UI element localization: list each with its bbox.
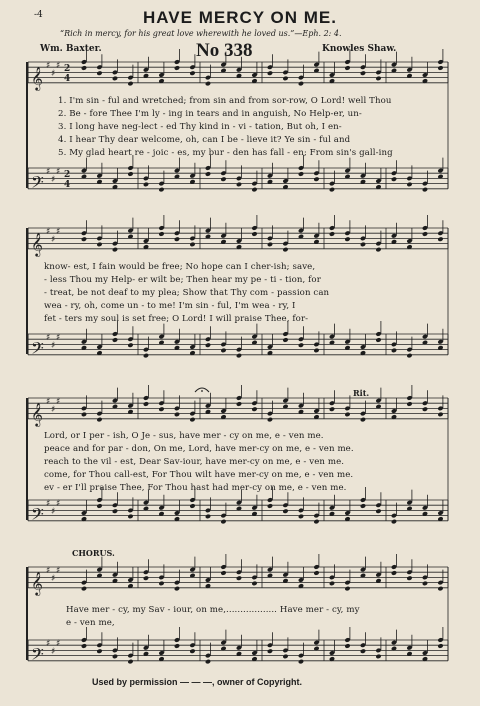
note-head	[189, 503, 195, 509]
sharp-icon: ♯	[56, 639, 61, 649]
note-head	[360, 503, 366, 509]
sharp-icon: ♯	[56, 333, 61, 343]
note-head	[251, 231, 257, 237]
lyrics-system-3	[44, 430, 354, 495]
sharp-icon: ♯	[51, 68, 56, 79]
verse-line: reach to the vil - est, Dear Sav-iour, have mer-cy on me, e - ven me.	[44, 457, 345, 467]
page-number: -4	[34, 10, 43, 20]
note-head	[375, 508, 381, 514]
note-head	[344, 236, 350, 242]
verse-line: - less Thou my Help- er wilt be; Then hear my pe - ti - tion, for	[44, 275, 321, 285]
note-head	[422, 581, 428, 587]
verse-line: 3. I long have neg-lect - ed Thy kind in - vi - tation, But oh, I en-	[58, 122, 342, 132]
note-head	[96, 417, 102, 423]
sharp-icon: ♯	[46, 227, 51, 237]
note-head	[267, 417, 273, 423]
lyrics-system-2	[44, 261, 329, 326]
treble-clef-icon: 𝄞	[31, 401, 43, 426]
note-head	[205, 659, 211, 665]
note-head	[282, 76, 288, 82]
note-head	[174, 586, 180, 592]
ritardando-mark: Rit.	[353, 388, 370, 398]
lyricist: Knowles Shaw.	[322, 44, 397, 54]
note-head	[298, 342, 304, 348]
note-head	[313, 176, 319, 182]
note-head	[81, 643, 87, 649]
sharp-icon: ♯	[56, 167, 61, 177]
note-head	[112, 337, 118, 343]
note-head	[236, 575, 242, 581]
chorus-label: CHORUS.	[72, 548, 115, 558]
note-head	[220, 570, 226, 576]
note-head	[236, 182, 242, 188]
note-head	[81, 65, 87, 71]
note-head	[174, 412, 180, 418]
note-head	[158, 187, 164, 193]
note-head	[143, 353, 149, 359]
note-head	[391, 519, 397, 525]
bass-clef-icon: 𝄢	[31, 171, 44, 196]
note-head	[81, 412, 87, 418]
note-head	[437, 412, 443, 418]
note-head	[313, 348, 319, 354]
verse-line: Lord, or I per - ish, O Je - sus, have mer - cy on me, e - ven me.	[44, 431, 324, 441]
note-head	[313, 519, 319, 525]
note-head	[437, 236, 443, 242]
bass-clef-icon: 𝄢	[31, 337, 44, 362]
hymn-number: No 338	[196, 40, 253, 61]
time-signature: 2	[64, 64, 71, 74]
note-head	[205, 171, 211, 177]
treble-clef-icon: 𝄞	[31, 570, 43, 595]
time-signature: 2	[64, 170, 71, 180]
note-head	[251, 187, 257, 193]
note-head	[112, 76, 118, 82]
sharp-icon: ♯	[51, 174, 56, 185]
bass-clef-icon: 𝄢	[31, 643, 44, 668]
note-head	[251, 406, 257, 412]
note-head	[96, 242, 102, 248]
note-head	[127, 342, 133, 348]
sharp-icon: ♯	[51, 234, 56, 245]
note-head	[437, 643, 443, 649]
sharp-icon: ♯	[56, 397, 61, 407]
note-head	[406, 353, 412, 359]
note-head	[391, 176, 397, 182]
note-head	[112, 508, 118, 514]
copyright-credit: Used by permission — — —, owner of Copyright.	[92, 677, 303, 687]
note-head	[422, 231, 428, 237]
note-head	[267, 648, 273, 654]
note-head	[422, 406, 428, 412]
note-head	[298, 659, 304, 665]
note-head	[375, 337, 381, 343]
note-head	[189, 242, 195, 248]
note-head	[375, 247, 381, 253]
note-head	[236, 401, 242, 407]
note-head	[267, 70, 273, 76]
note-head	[375, 76, 381, 82]
note-head	[220, 176, 226, 182]
verse-line: Have mer - cy, my Sav - iour, on me,.................. Have mer - cy, my	[66, 605, 360, 615]
note-head	[143, 575, 149, 581]
note-head	[158, 406, 164, 412]
treble-clef-icon: 𝄞	[31, 231, 43, 256]
verse-line: fet - ters my soul is set free; O Lord! I will praise Thee, for-	[44, 314, 309, 324]
note-head	[96, 503, 102, 509]
hymn-title: HAVE MERCY ON ME.	[143, 8, 337, 27]
sharp-icon: ♯	[46, 61, 51, 71]
note-head	[81, 586, 87, 592]
note-head	[112, 247, 118, 253]
note-head	[143, 401, 149, 407]
note-head	[158, 581, 164, 587]
note-head	[391, 570, 397, 576]
note-head	[267, 503, 273, 509]
note-head	[375, 654, 381, 660]
composer: Wm. Baxter.	[40, 44, 102, 54]
note-head	[360, 70, 366, 76]
lyrics-chorus	[66, 604, 360, 630]
sharp-icon: ♯	[51, 340, 56, 351]
note-head	[360, 648, 366, 654]
note-head	[329, 406, 335, 412]
verse-line: 1. I'm sin - ful and wretched; from sin and from sor-row, O Lord! well Thou	[58, 96, 392, 106]
note-head	[360, 242, 366, 248]
note-head	[158, 231, 164, 237]
lyrics-system-1	[58, 95, 393, 160]
treble-clef-icon: 𝄞	[31, 65, 43, 90]
note-head	[205, 342, 211, 348]
note-head	[406, 401, 412, 407]
sharp-icon: ♯	[51, 506, 56, 517]
sharp-icon: ♯	[56, 566, 61, 576]
note-head	[344, 412, 350, 418]
note-head	[112, 654, 118, 660]
note-head	[220, 519, 226, 525]
note-head	[282, 337, 288, 343]
note-head	[205, 514, 211, 520]
note-head	[143, 182, 149, 188]
sharp-icon: ♯	[46, 639, 51, 649]
verse-line: 4. I hear Thy dear welcome, oh, can I be - lieve it? Ye sin - ful and	[58, 135, 351, 145]
note-head	[81, 236, 87, 242]
note-head	[282, 508, 288, 514]
sharp-icon: ♯	[46, 333, 51, 343]
note-head	[174, 236, 180, 242]
note-head	[189, 648, 195, 654]
note-head	[96, 70, 102, 76]
note-head	[251, 581, 257, 587]
epigraph: “Rich in mercy, for his great love wherewith he loved us.”—Eph. 2: 4.	[60, 29, 342, 38]
sharp-icon: ♯	[46, 397, 51, 407]
note-head	[391, 348, 397, 354]
time-signature: 4	[64, 74, 71, 84]
note-head	[127, 659, 133, 665]
note-head	[220, 348, 226, 354]
sharp-icon: ♯	[46, 566, 51, 576]
note-head	[127, 514, 133, 520]
verse-line: ev - er I'll praise Thee, For Thou hast had mer-cy on me, e - ven me.	[44, 483, 347, 493]
sharp-icon: ♯	[56, 227, 61, 237]
sharp-icon: ♯	[51, 573, 56, 584]
verse-line: 2. Be - fore Thee I'm ly - ing in tears and in anguish, No Help-er, un-	[58, 109, 362, 119]
note-head	[360, 417, 366, 423]
note-head	[282, 654, 288, 660]
note-head	[437, 65, 443, 71]
bass-clef-icon: 𝄢	[31, 503, 44, 528]
note-head	[205, 81, 211, 87]
note-head	[174, 65, 180, 71]
time-signature: 4	[64, 180, 71, 190]
note-head	[344, 643, 350, 649]
note-head	[267, 242, 273, 248]
note-head	[298, 514, 304, 520]
verse-line: wea - ry, oh, come un - to me! I'm sin - ful, I'm wea - ry, I	[44, 301, 296, 311]
sharp-icon: ♯	[56, 499, 61, 509]
verse-line: peace and for par - don, On me, Lord, have mer-cy on me, e - ven me.	[44, 444, 354, 454]
note-head	[313, 570, 319, 576]
note-head	[422, 187, 428, 193]
fermata-icon	[201, 390, 203, 392]
verse-line: come, for Thou call-est, For Thou wilt have mer-cy on me, e - ven me.	[44, 470, 354, 480]
verse-line: - treat, be not deaf to my plea; Show that Thy com - passion can	[44, 288, 330, 298]
note-head	[298, 171, 304, 177]
note-head	[127, 81, 133, 87]
note-head	[329, 187, 335, 193]
note-head	[282, 247, 288, 253]
note-head	[174, 643, 180, 649]
note-head	[189, 70, 195, 76]
sharp-icon: ♯	[56, 61, 61, 71]
note-head	[344, 586, 350, 592]
note-head	[437, 586, 443, 592]
note-head	[329, 581, 335, 587]
verse-line: e - ven me,	[66, 618, 115, 628]
sharp-icon: ♯	[46, 499, 51, 509]
note-head	[406, 575, 412, 581]
note-head	[406, 182, 412, 188]
note-head	[298, 81, 304, 87]
note-head	[236, 353, 242, 359]
note-head	[329, 231, 335, 237]
note-head	[127, 171, 133, 177]
note-head	[189, 417, 195, 423]
sharp-icon: ♯	[51, 646, 56, 657]
note-head	[344, 65, 350, 71]
sharp-icon: ♯	[51, 404, 56, 415]
sharp-icon: ♯	[46, 167, 51, 177]
verse-line: know- est, I fain would be free; No hope can I cher-ish; save,	[44, 262, 316, 272]
verse-line: 5. My glad heart re - joic - es, my bur - den has fall - en; From sin's gall-ing	[58, 148, 393, 158]
note-head	[96, 648, 102, 654]
